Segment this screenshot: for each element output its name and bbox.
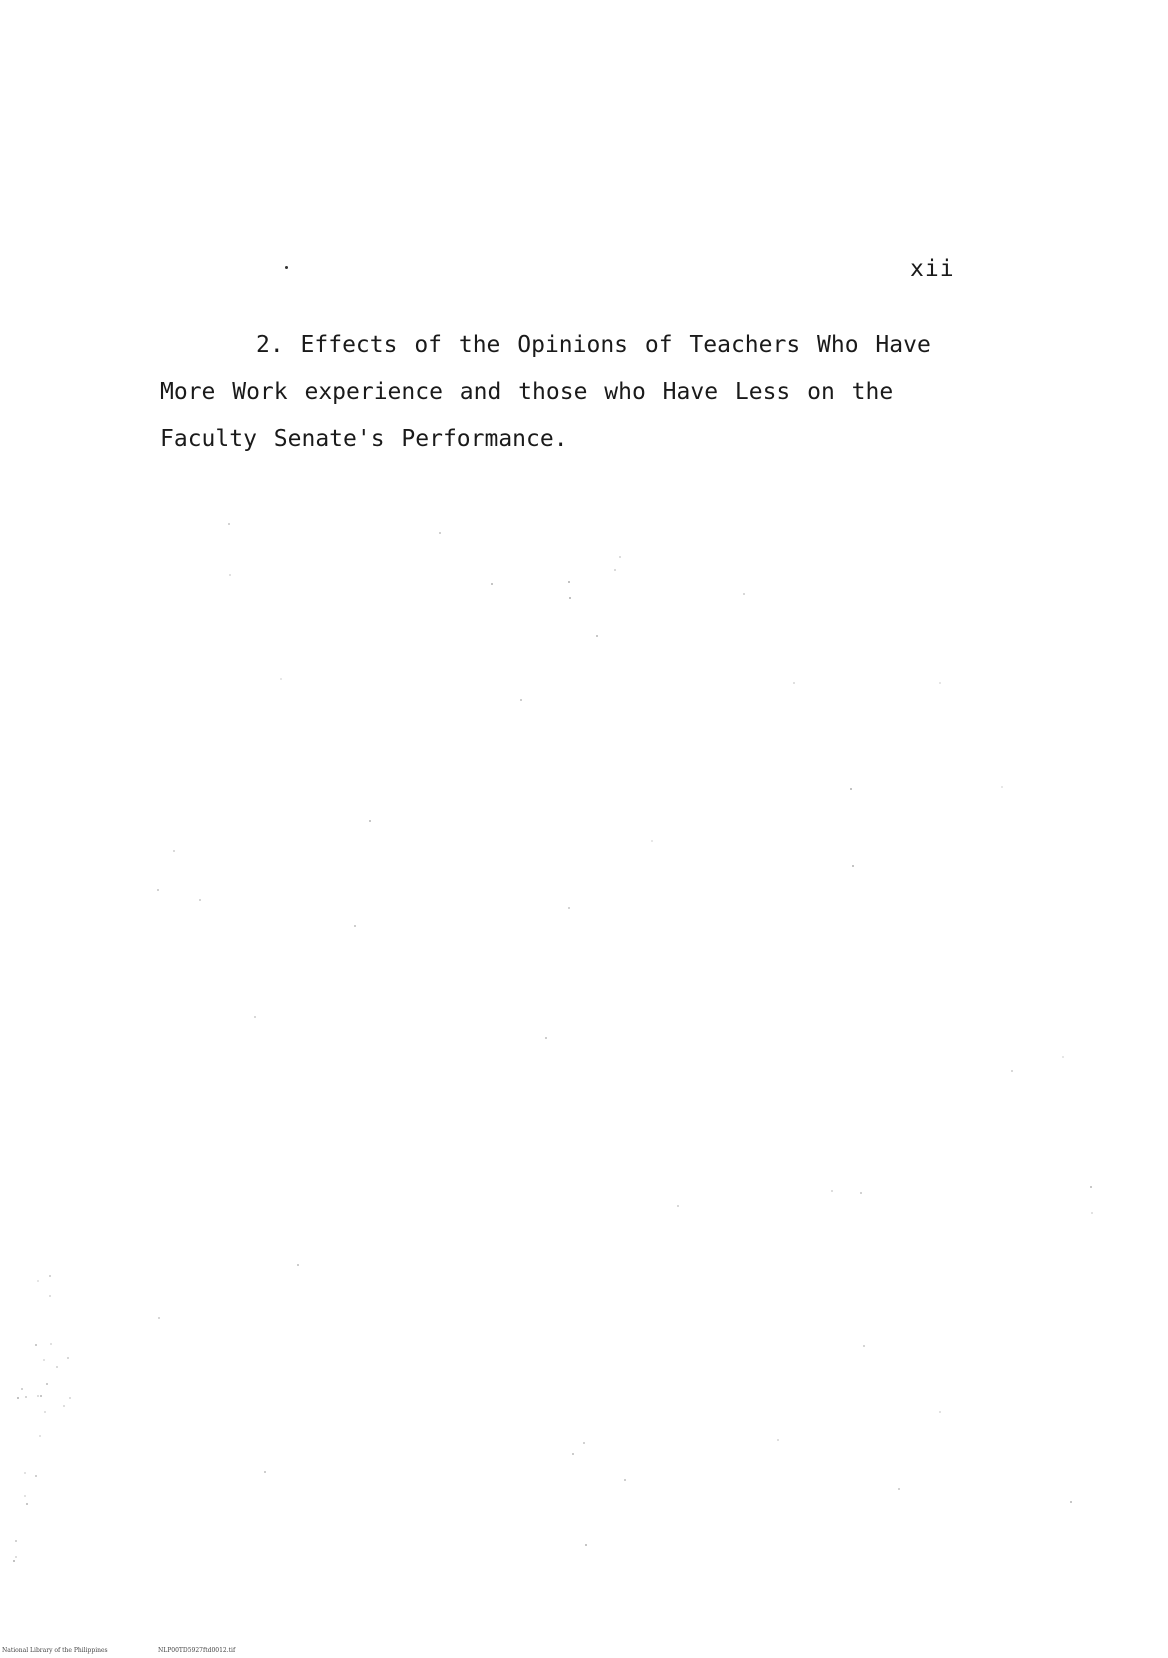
footer-library-name: National Library of the Philippines [2,1647,108,1654]
speckle [1062,1056,1064,1058]
speckle [568,907,570,909]
speckle [831,1190,833,1192]
speckle [619,556,621,558]
speckle [369,820,371,822]
page-number: xii [910,256,955,282]
speckle [63,1405,65,1407]
speckle [69,1397,71,1399]
speckle [939,1411,941,1413]
speckle [439,532,441,534]
speckle [37,1280,39,1282]
speckle [44,1411,46,1413]
speckle [49,1275,51,1277]
speckle [297,1264,299,1266]
speckle [39,1435,41,1437]
speckle [677,1205,679,1207]
speckle [67,1357,69,1359]
speckle [651,840,653,842]
speckle [1091,1212,1093,1214]
speckle [24,1472,26,1474]
speckle [56,1366,58,1368]
heading-line-2: More Work experience and those who Have Less on the [160,379,894,405]
speckle [254,1016,256,1018]
speckle [1001,786,1003,788]
speckle [21,1388,23,1390]
speckle [793,682,795,684]
speckle [624,1479,626,1481]
speckle [50,1343,52,1345]
speckle [25,1396,27,1398]
speckle [37,1395,39,1397]
speckle [43,1359,45,1361]
speckle [863,1345,865,1347]
heading-line-3: Faculty Senate's Performance. [160,426,568,452]
speckle [860,1192,862,1194]
speckle [545,1037,547,1039]
footer-file-name: NLP00TD5927ftd0012.tif [158,1647,236,1654]
speckle [850,788,852,790]
speckle [35,1344,37,1346]
speckle [354,925,356,927]
speckle [158,1317,160,1319]
speckle [199,899,201,901]
speckle [1070,1501,1072,1503]
speckle [13,1560,15,1562]
speckle [520,699,522,701]
speckle [1090,1186,1092,1188]
speckle [26,1503,28,1505]
speckle [852,865,854,867]
speckle [898,1488,900,1490]
speckle [264,1471,266,1473]
speckle [229,574,231,576]
speckle [15,1556,17,1558]
speckle [491,583,493,585]
stray-mark [285,266,288,269]
speckle [35,1475,37,1477]
speckle [572,1453,574,1455]
heading-line-1: 2. Effects of the Opinions of Teachers Who Have [256,332,931,358]
speckle [1011,1070,1013,1072]
speckle [583,1442,585,1444]
speckle [40,1395,42,1397]
section-heading [160,322,970,463]
speckle [939,682,941,684]
speckle [49,1295,51,1297]
speckle [24,1495,26,1497]
speckle [228,523,230,525]
speckle [596,635,598,637]
speckle [585,1544,587,1546]
speckle [280,678,282,680]
speckle [46,1383,48,1385]
speckle [569,597,571,599]
speckle [777,1439,779,1441]
speckle [568,581,570,583]
speckle [17,1397,19,1399]
speckle [157,889,159,891]
speckle [743,593,745,595]
speckle [173,850,175,852]
speckle [15,1540,17,1542]
speckle [614,569,616,571]
